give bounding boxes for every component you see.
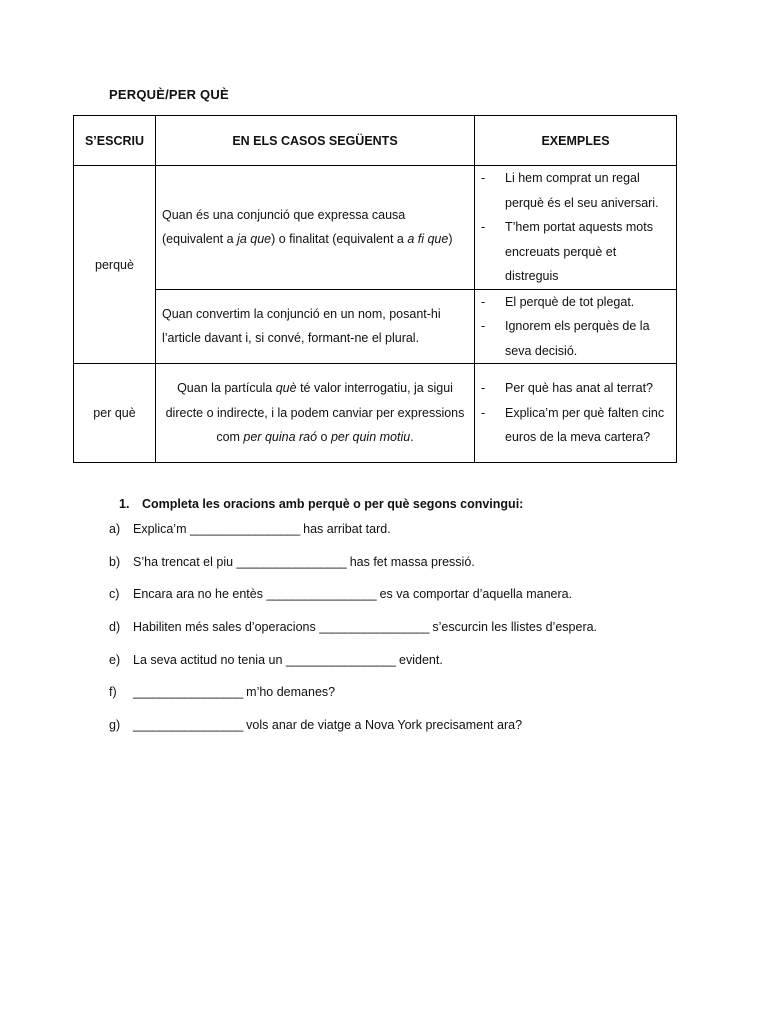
example-item: - Li hem comprat un regal perquè és el seu aniversari. <box>475 166 670 215</box>
case-text: té valor interrogatiu, ja sigui directe o indirecte, i la podem canviar per expressions com <box>165 381 465 445</box>
answer-blank[interactable]: _________________ <box>133 718 243 733</box>
header-casos: EN ELS CASOS SEGÜENTS <box>156 116 475 166</box>
list-item <box>109 713 597 746</box>
exercise-number: 1. <box>119 497 130 511</box>
exercise-title <box>119 497 523 511</box>
case-conjunction <box>156 166 475 290</box>
item-before: S’ha trencat el piu <box>133 554 237 569</box>
answer-blank[interactable]: _________________ <box>285 652 396 667</box>
case-text: Quan la partícula <box>177 381 276 396</box>
table-header-row <box>74 116 677 166</box>
table-row <box>74 364 677 463</box>
item-after: s’escurcin les llistes d’espera. <box>428 620 598 635</box>
answer-blank[interactable]: _________________ <box>319 620 429 635</box>
table-row <box>74 289 677 364</box>
example-item: - Explica’m per què falten cinc euros de la meva cartera? <box>475 401 670 450</box>
answer-blank[interactable]: _________________ <box>266 587 377 602</box>
item-letter: e) <box>109 652 121 667</box>
case-italic: a fi que <box>407 232 449 247</box>
item-before: Explica’m <box>133 522 190 536</box>
answer-blank[interactable]: _________________ <box>236 554 347 569</box>
item-letter: g) <box>109 718 121 733</box>
example-item: - T’hem portat aquests mots encreuats perquè et distreguis <box>475 215 670 289</box>
examples-cell <box>475 364 677 463</box>
row-label-perque: perquè <box>74 166 156 364</box>
list-item <box>109 615 597 648</box>
case-italic: què <box>275 381 297 396</box>
item-after: m’ho demanes? <box>242 685 336 700</box>
item-letter: d) <box>109 620 121 635</box>
case-text: ) <box>448 232 453 247</box>
examples-cell <box>475 166 677 290</box>
case-text: . <box>410 430 414 445</box>
item-after: evident. <box>395 652 443 667</box>
case-italic: per quin motiu <box>330 430 411 445</box>
answer-blank[interactable]: _________________ <box>133 685 243 700</box>
item-after: has arribat tard. <box>299 522 391 536</box>
item-before: Habiliten més sales d’operacions <box>133 620 320 635</box>
rules-table <box>73 115 677 463</box>
item-before: Encara ara no he entès <box>133 587 267 602</box>
exercise-instruction: Completa les oracions amb perquè o per què segons convingui: <box>142 497 524 511</box>
item-before: La seva actitud no tenia un <box>133 652 286 667</box>
table-row <box>74 166 677 290</box>
case-text: o <box>317 430 331 445</box>
item-letter: c) <box>109 587 120 602</box>
case-text: Quan és una conjunció que expressa causa (equivalent a <box>162 207 406 247</box>
list-item <box>109 517 597 550</box>
list-item <box>109 550 597 583</box>
example-item: - Ignorem els perquès de la seva decisió. <box>475 314 670 363</box>
case-noun: Quan convertim la conjunció en un nom, posant-hi l’article davant i, si convé, formant-ne el plural. <box>156 289 475 364</box>
item-after: es va comportar d’aquella manera. <box>376 587 573 602</box>
case-text: ) o finalitat (equivalent a <box>271 232 408 247</box>
item-letter: b) <box>109 554 121 569</box>
case-italic: ja que <box>237 232 272 247</box>
answer-blank[interactable]: _________________ <box>189 522 300 536</box>
item-letter: a) <box>109 522 121 536</box>
page-title: PERQUÈ/PER QUÈ <box>109 87 229 102</box>
example-item: - Per què has anat al terrat? <box>475 376 670 401</box>
case-italic: per quina raó <box>243 430 318 445</box>
item-letter: f) <box>109 685 117 700</box>
list-item <box>109 680 597 713</box>
list-item <box>109 648 597 681</box>
item-after: vols anar de viatge a Nova York precisament ara? <box>242 718 523 733</box>
exercise-list <box>109 517 597 746</box>
example-item: - El perquè de tot plegat. <box>475 290 670 315</box>
case-interrogative <box>156 364 475 463</box>
examples-cell <box>475 289 677 364</box>
header-exemples: EXEMPLES <box>475 116 677 166</box>
list-item <box>109 582 597 615</box>
header-s-escriu: S’ESCRIU <box>74 116 156 166</box>
item-after: has fet massa pressió. <box>346 554 475 569</box>
row-label-per-que: per què <box>74 364 156 463</box>
